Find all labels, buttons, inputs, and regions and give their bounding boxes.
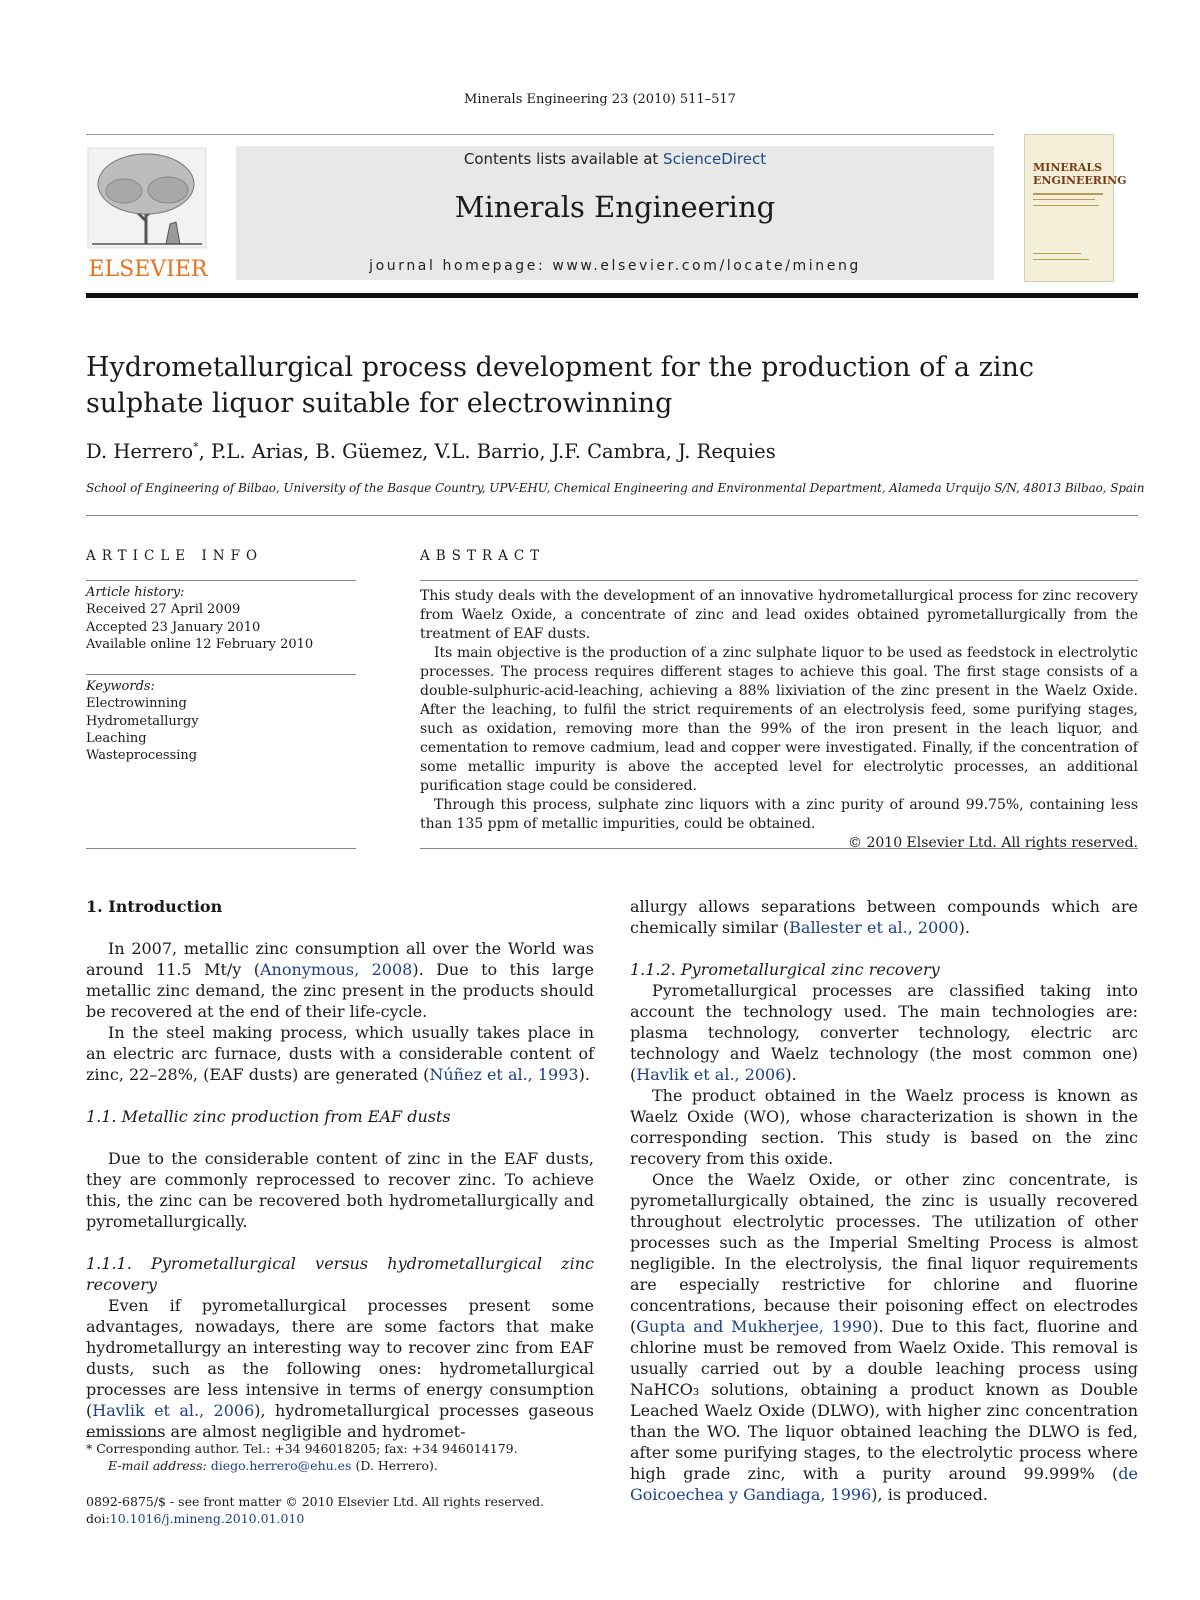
spacer [630, 938, 1138, 959]
abstract-paragraph: Its main objective is the production of a zinc sulphate liquor to be used as feedstock in electrolytic processes. The process requires different stages to achieve this goal. The first stage consists of a double-sulphuric-acid-leaching, achieving a 88% lixiviation of the zinc present in the Waelz Oxide. After the leaching, to fulfil the strict requirements of an electrolysis feed, some purifying stages, such as oxidation, removing more than the 99% of the iron present in the leach liquor, and cementation to remove cadmium, lead and copper were investigated. Finally, if the concentration of some metallic impurity is above the accepted level for electrolytic processes, an additional purification stage could be considered. [420, 645, 1138, 794]
body-paragraph [86, 938, 594, 1022]
keyword: Hydrometallurgy [86, 713, 199, 729]
received-date: Received 27 April 2009 [86, 602, 241, 618]
body-paragraph [86, 1295, 594, 1442]
citation-link[interactable]: Anonymous, 2008 [259, 960, 413, 979]
cover-title-line2: ENGINEERING [1033, 174, 1127, 187]
history-label: Article history: [86, 585, 185, 600]
corresponding-author-footnote [86, 1440, 606, 1457]
abstract-heading: ABSTRACT [420, 548, 546, 564]
keyword: Electrowinning [86, 696, 187, 712]
cover-title-line1: MINERALS [1033, 161, 1103, 174]
header-rule [86, 134, 994, 135]
doi-line [86, 1510, 544, 1527]
text-run: ). [958, 918, 970, 937]
cover-line [1033, 253, 1081, 254]
body-paragraph-continued [630, 896, 1138, 938]
footnote-mark: * [86, 1441, 93, 1456]
body-paragraph: Due to the considerable content of zinc in the EAF dusts, they are commonly reprocessed to recover zinc. To achieve this, the zinc can be recovered both hydrometallurgically and pyrometallurgically. [86, 1149, 594, 1231]
elsevier-wordmark: ELSEVIER [88, 257, 208, 282]
subsection-heading: 1.1. Metallic zinc production from EAF dusts [86, 1107, 451, 1126]
cover-title [1033, 161, 1127, 187]
front-matter-info [86, 1493, 544, 1527]
citation-link[interactable]: Havlik et al., 2006 [92, 1401, 255, 1420]
affiliation: School of Engineering of Bilbao, University of the Basque Country, UPV-EHU, Chemical Engineering and Environmental Department, Alameda Urquijo S/N, 48013 Bilbao, Spain [86, 481, 1145, 495]
email-footnote [86, 1457, 606, 1474]
text-run: ). Due to this fact, fluorine and chlorine must be removed from Waelz Oxide. This removal is usually carried out by a double leaching process using NaHCO₃ solutions, obtaining a product known as Double Leached Waelz Oxide (DLWO), with higher zinc concentration than the WO. The liquor obtained leaching the DLWO is fed, after some purifying stages, to the electrolytic process where high grade zinc, with a purity around 99.999% ( [630, 1317, 1138, 1483]
citation-link[interactable]: Havlik et al., 2006 [636, 1065, 786, 1084]
corresponding-author-mark[interactable]: * [193, 440, 199, 454]
email-label: E-mail address: [108, 1458, 211, 1473]
text-run: In 2007, metallic zinc consumption all over the World was around 11.5 Mt/y ( [86, 939, 594, 979]
journal-cover-thumbnail [1024, 134, 1127, 282]
abstract-copyright: © 2010 Elsevier Ltd. All rights reserved. [848, 835, 1138, 851]
section-heading-introduction: 1. Introduction [86, 897, 223, 916]
doi-link[interactable]: 10.1016/j.mineng.2010.01.010 [109, 1511, 305, 1526]
text-run: ). Due to this large metallic zinc demand, the zinc present in the products should be recovered at the end of their life-cycle. [86, 960, 594, 1021]
cover-line [1033, 193, 1103, 195]
body-paragraph [86, 1022, 594, 1085]
citation-link[interactable]: de Goicoechea y Gandiaga, 1996 [630, 1464, 1138, 1504]
body-paragraph [630, 980, 1138, 1085]
footnote-text: Corresponding author. Tel.: +34 946018205; fax: +34 946014179. [92, 1441, 518, 1456]
cover-line [1033, 259, 1089, 260]
abstract-paragraph: This study deals with the development of an innovative hydrometallurgical process for zinc recovery from Waelz Oxide, a concentrate of zinc and lead oxides obtained pyrometallurgically from the treatment of EAF dusts. [420, 588, 1138, 642]
abstract-paragraph: Through this process, sulphate zinc liquors with a zinc purity of around 99.75%, containing less than 135 ppm of metallic impurities, could be obtained. [420, 797, 1138, 832]
affiliation-rule [86, 515, 1138, 516]
journal-name: Minerals Engineering [454, 190, 776, 224]
issn-line: 0892-6875/$ - see front matter © 2010 Elsevier Ltd. All rights reserved. [86, 1494, 545, 1509]
text-run: ). [578, 1065, 590, 1084]
text-run: Once the Waelz Oxide, or other zinc concentrate, is pyrometallurgically obtained, the zinc is usually recovered throughout electrolytic processes. The utilization of other processes such as the Imperial Smelting Process is almost negligible. In the electrolysis, the final liquor requirements are especially restrictive for chlorine and fluorine concentrations, because their poisoning effect on electrodes ( [630, 1170, 1138, 1336]
text-run: In the steel making process, which usually takes place in an electric arc furnace, dusts with a considerable content of zinc, 22–28%, (EAF dusts) are generated ( [86, 1023, 594, 1084]
article-title: Hydrometallurgical process development for the production of a zinc sulphate liquor suitable for electrowinning [86, 352, 1034, 419]
article-info-heading: ARTICLE INFO [86, 548, 264, 564]
text-run: ), hydrometallurgical processes gaseous emissions are almost negligible and hydromet- [86, 1401, 594, 1441]
body-paragraph: The product obtained in the Waelz process is known as Waelz Oxide (WO), whose characterization is shown in the corresponding section. This study is based on the zinc recovery from this oxide. [630, 1086, 1138, 1168]
elsevier-logo [86, 146, 210, 286]
spacer [86, 1232, 594, 1253]
text-run: allurgy allows separations between compounds which are chemically similar ( [630, 897, 1138, 937]
subsubsection-heading: 1.1.1. Pyrometallurgical versus hydrometallurgical zinc recovery [86, 1254, 594, 1294]
other-authors: , P.L. Arias, B. Güemez, V.L. Barrio, J.F. Cambra, J. Requies [198, 440, 776, 463]
subsubsection-heading: 1.1.2. Pyrometallurgical zinc recovery [630, 960, 940, 979]
article-info-rule [86, 580, 356, 581]
citation-link[interactable]: Gupta and Mukherjee, 1990 [636, 1317, 873, 1336]
email-link[interactable]: diego.herrero@ehu.es [210, 1458, 352, 1473]
contents-prefix: Contents lists available at [463, 150, 664, 168]
keywords-block [86, 678, 356, 764]
cover-line [1033, 199, 1095, 200]
footnote [86, 1440, 606, 1474]
article-history [86, 584, 356, 653]
spacer [86, 1085, 594, 1106]
journal-banner [236, 146, 994, 280]
keywords-label: Keywords: [86, 679, 155, 694]
author-list [86, 440, 776, 463]
text-run: Pyrometallurgical processes are classified taking into account the technology used. The main technologies are: plasma technology, converter technology, electric arc technology and Waelz technology (the most common one) ( [630, 981, 1138, 1084]
text-run: ), is produced. [871, 1485, 988, 1504]
contents-line [236, 150, 994, 168]
journal-citation: Minerals Engineering 23 (2010) 511–517 [464, 92, 736, 107]
spacer [86, 917, 594, 938]
accepted-date: Accepted 23 January 2010 [86, 619, 261, 635]
header-thick-rule [86, 293, 1138, 298]
abstract-text [420, 587, 1138, 853]
doi-label: doi: [86, 1511, 110, 1526]
body-left-column [86, 896, 594, 1442]
citation-link[interactable]: Núñez et al., 1993 [429, 1065, 579, 1084]
text-run: ). [785, 1065, 797, 1084]
article-info-divider [86, 674, 356, 675]
body-right-column [630, 896, 1138, 1505]
body-paragraph [630, 1169, 1138, 1505]
online-date: Available online 12 February 2010 [86, 636, 314, 652]
text-run: Even if pyrometallurgical processes present some advantages, nowadays, there are some factors that make hydrometallurgy an interesting way to recover zinc from EAF dusts, such as the following ones: hydrometallurgical processes are less intensive in terms of energy consumption ( [86, 1296, 594, 1420]
keyword: Leaching [86, 730, 147, 746]
article-info-bottom-rule [86, 848, 356, 849]
abstract-rule [420, 580, 1138, 581]
email-suffix: (D. Herrero). [351, 1458, 438, 1473]
corresponding-author-name[interactable]: D. Herrero [86, 440, 194, 463]
spacer [86, 1127, 594, 1148]
cover-line [1033, 205, 1099, 206]
footnote-rule [86, 1436, 158, 1437]
journal-homepage[interactable]: journal homepage: www.elsevier.com/locate/mineng [369, 258, 861, 274]
abstract-bottom-rule [420, 848, 1138, 849]
sciencedirect-link[interactable]: ScienceDirect [663, 150, 767, 168]
elsevier-tree-icon [86, 146, 210, 286]
keyword: Wasteprocessing [86, 748, 198, 764]
citation-link[interactable]: Ballester et al., 2000 [789, 918, 959, 937]
